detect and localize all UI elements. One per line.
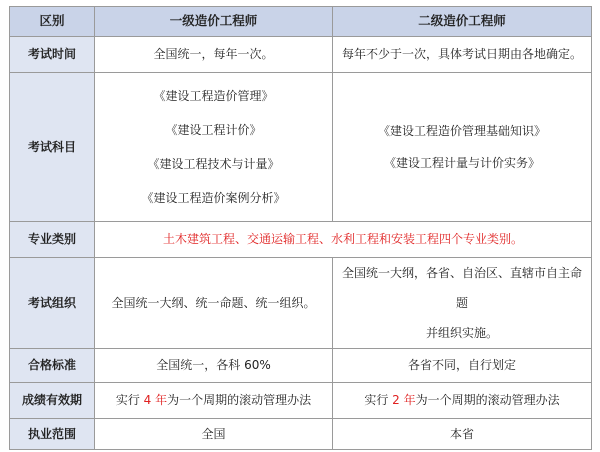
exam-time-level-1: 全国统一，每年一次。	[95, 37, 333, 73]
exam-time-level-2: 每年不少于一次，具体考试日期由各地确定。	[333, 37, 592, 73]
header-row	[10, 7, 592, 37]
organization-level-2-line-1: 全国统一大纲，各省、自治区、直辖市自主命题	[341, 266, 582, 310]
subject-item: 《建设工程造价管理》	[153, 89, 274, 103]
row-passing	[10, 349, 592, 383]
subject-item: 《建设工程技术与计量》	[147, 157, 280, 171]
subject-item: 《建设工程计价》	[165, 123, 262, 137]
header-difference: 区别	[10, 7, 95, 37]
passing-level-2: 各省不同，自行划定	[333, 349, 592, 383]
row-label-exam-time: 考试时间	[10, 37, 95, 73]
practice-scope-level-2: 本省	[333, 419, 592, 450]
row-label-specialty: 专业类别	[10, 222, 95, 258]
row-label-validity: 成绩有效期	[10, 383, 95, 419]
row-specialty	[10, 222, 592, 258]
validity-level-1-prefix: 实行	[115, 393, 144, 408]
row-subjects	[10, 73, 592, 222]
specialty-text: 土木建筑工程、交通运输工程、水利工程和安装工程四个专业类别。	[95, 222, 592, 258]
organization-level-2-line-2: 并组织实施。	[425, 326, 498, 340]
subject-item: 《建设工程计量与计价实务》	[383, 156, 540, 170]
subject-item: 《建设工程造价案例分析》	[141, 191, 286, 205]
passing-level-1: 全国统一，各科 60%	[95, 349, 333, 383]
header-level-2: 二级造价工程师	[333, 7, 592, 37]
header-level-1: 一级造价工程师	[95, 7, 333, 37]
row-label-passing: 合格标准	[10, 349, 95, 383]
validity-level-1	[95, 383, 333, 419]
row-label-organization: 考试组织	[10, 258, 95, 349]
row-exam-time	[10, 37, 592, 73]
row-label-subjects: 考试科目	[10, 73, 95, 222]
comparison-table	[9, 6, 592, 450]
subjects-level-2	[333, 73, 592, 222]
validity-level-2-suffix: 为一个周期的滚动管理办法	[415, 393, 560, 408]
subjects-level-1	[95, 73, 333, 222]
row-organization	[10, 258, 592, 349]
validity-level-1-years: 4 年	[143, 393, 168, 408]
row-practice-scope	[10, 419, 592, 450]
validity-level-2-prefix: 实行	[364, 393, 393, 408]
organization-level-2	[333, 258, 592, 349]
row-validity	[10, 383, 592, 419]
comparison-table-container	[9, 6, 591, 446]
row-label-practice-scope: 执业范围	[10, 419, 95, 450]
validity-level-2	[333, 383, 592, 419]
organization-level-1: 全国统一大纲、统一命题、统一组织。	[95, 258, 333, 349]
validity-level-1-suffix: 为一个周期的滚动管理办法	[167, 393, 312, 408]
validity-level-2-years: 2 年	[392, 393, 416, 408]
subject-item: 《建设工程造价管理基础知识》	[377, 124, 546, 138]
practice-scope-level-1: 全国	[95, 419, 333, 450]
